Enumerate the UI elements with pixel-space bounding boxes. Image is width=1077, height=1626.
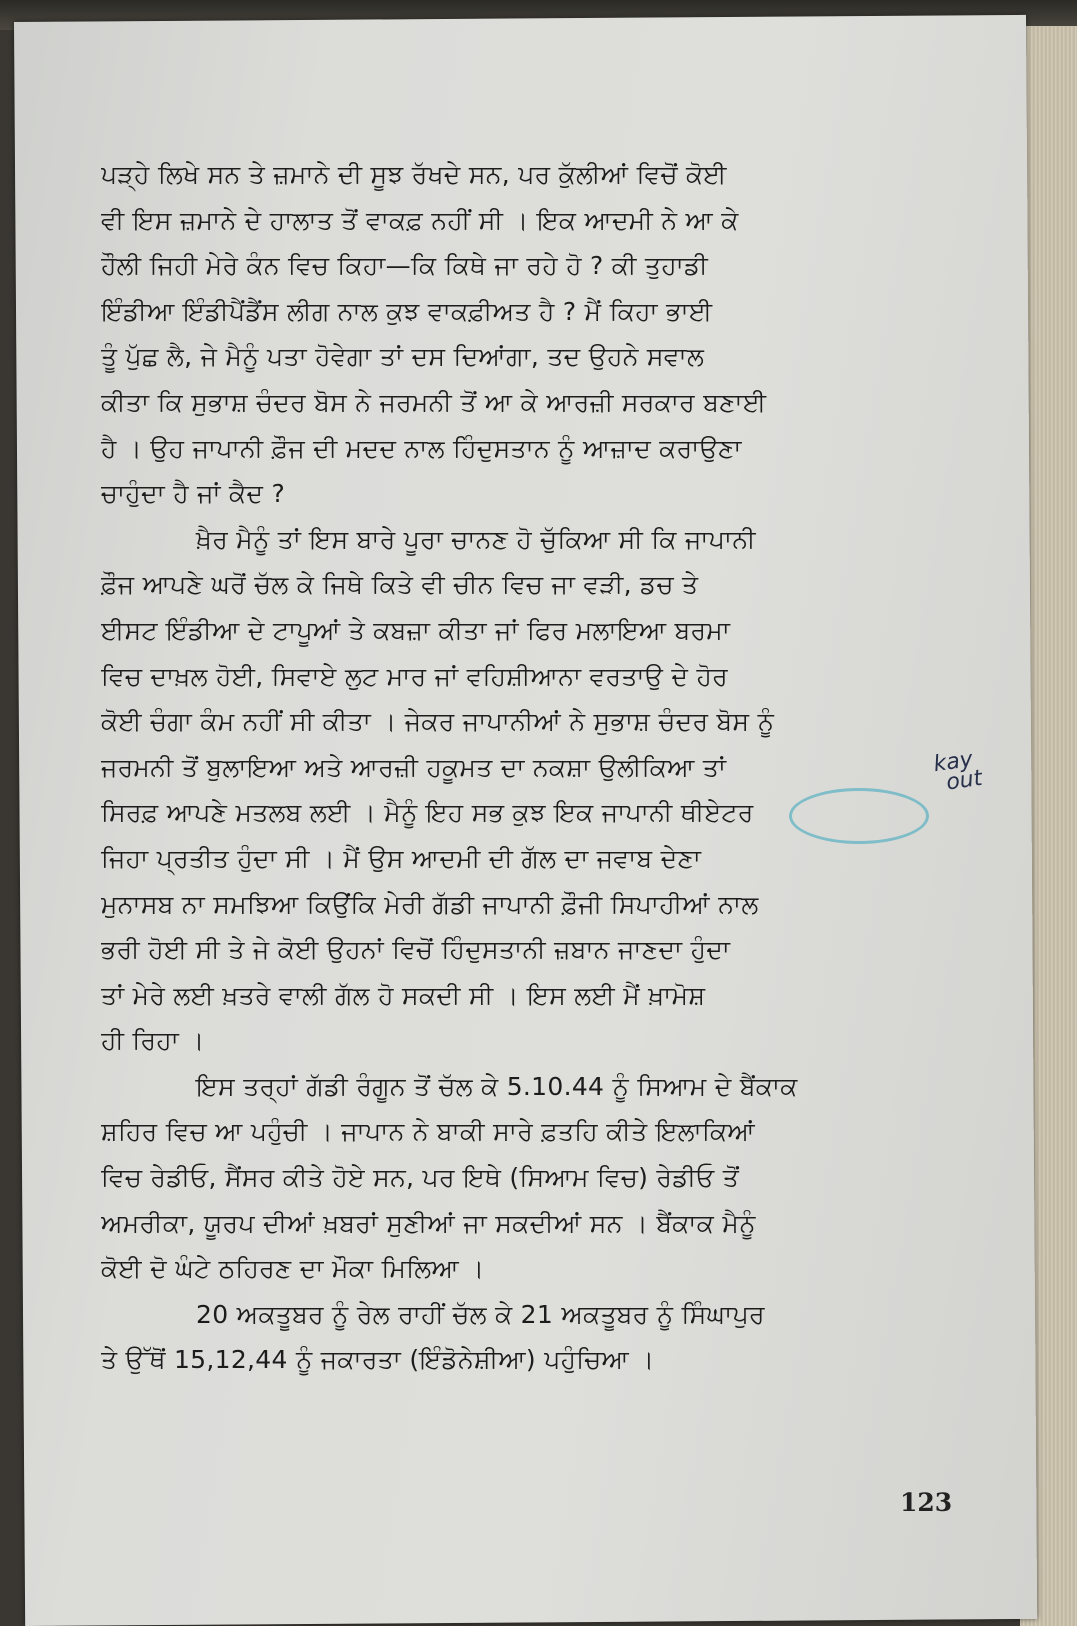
text-line: ਕੋਈ ਚੰਗਾ ਕੰਮ ਨਹੀਂ ਸੀ ਕੀਤਾ । ਜੇਕਰ ਜਾਪਾਨੀਆਂ ਨੇ ਸੁਭਾਸ਼ ਚੰਦਰ ਬੋਸ ਨੂੰ [101, 707, 775, 737]
page-number: 123 [900, 1488, 953, 1517]
handwritten-circle-mark [789, 788, 929, 844]
text-line: ਤੂੰ ਪੁੱਛ ਲੈ, ਜੇ ਮੈਨੂੰ ਪਤਾ ਹੋਵੇਗਾ ਤਾਂ ਦਸ ਦਿਆਂਗਾ, ਤਦ ਉਹਨੇ ਸਵਾਲ [101, 342, 705, 372]
text-line: ਈਸਟ ਇੰਡੀਆ ਦੇ ਟਾਪੂਆਂ ਤੇ ਕਬਜ਼ਾ ਕੀਤਾ ਜਾਂ ਫਿਰ ਮਲਾਇਆ ਬਰਮਾ [101, 615, 731, 645]
annotation-line: out [944, 765, 984, 796]
text-line: ਵਿਚ ਦਾਖ਼ਲ ਹੋਈ, ਸਿਵਾਏ ਲੁਟ ਮਾਰ ਜਾਂ ਵਹਿਸ਼ੀਆਨਾ ਵਰਤਾਉ ਦੇ ਹੋਰ [101, 661, 728, 691]
text-line: ਤੇ ਉੱਥੋਂ 15,12,44 ਨੂੰ ਜਕਾਰਤਾ (ਇੰਡੋਨੇਸ਼ੀਆ) ਪਹੁੰਚਿਆ । [101, 1345, 655, 1375]
text-line: ਹੌਲੀ ਜਿਹੀ ਮੇਰੇ ਕੰਨ ਵਿਚ ਕਿਹਾ—ਕਿ ਕਿਥੇ ਜਾ ਰਹੇ ਹੋ ? ਕੀ ਤੁਹਾਡੀ [101, 251, 709, 281]
text-line: ਤਾਂ ਮੇਰੇ ਲਈ ਖ਼ਤਰੇ ਵਾਲੀ ਗੱਲ ਹੋ ਸਕਦੀ ਸੀ । ਇਸ ਲਈ ਮੈਂ ਖ਼ਾਮੋਸ਼ [101, 980, 706, 1010]
text-line: ਇੰਡੀਆ ਇੰਡੀਪੈਂਡੈਂਸ ਲੀਗ ਨਾਲ ਕੁਝ ਵਾਕਫ਼ੀਅਤ ਹੈ ? ਮੈਂ ਕਿਹਾ ਭਾਈ [101, 296, 713, 326]
text-line: ਭਰੀ ਹੋਈ ਸੀ ਤੇ ਜੇ ਕੋਈ ਉਹਨਾਂ ਵਿਚੋਂ ਹਿੰਦੁਸਤਾਨੀ ਜ਼ਬਾਨ ਜਾਣਦਾ ਹੁੰਦਾ [101, 935, 731, 965]
paragraph-start-line: ਇਸ ਤਰ੍ਹਾਂ ਗੱਡੀ ਰੰਗੂਨ ਤੋਂ ਚੱਲ ਕੇ 5.10.44 ਨੂੰ ਸਿਆਮ ਦੇ ਬੈਂਕਾਕ [196, 1071, 798, 1101]
paragraph-start-line: ਖ਼ੈਰ ਮੈਨੂੰ ਤਾਂ ਇਸ ਬਾਰੇ ਪੂਰਾ ਚਾਨਣ ਹੋ ਚੁੱਕਿਆ ਸੀ ਕਿ ਜਾਪਾਨੀ [196, 524, 756, 554]
text-line: ਜਿਹਾ ਪ੍ਰਤੀਤ ਹੁੰਦਾ ਸੀ । ਮੈਂ ਉਸ ਆਦਮੀ ਦੀ ਗੱਲ ਦਾ ਜਵਾਬ ਦੇਣਾ [101, 843, 702, 873]
text-line: ਮੁਨਾਸਬ ਨਾ ਸਮਝਿਆ ਕਿਉਂਕਿ ਮੇਰੀ ਗੱਡੀ ਜਾਪਾਨੀ ਫ਼ੌਜੀ ਸਿਪਾਹੀਆਂ ਨਾਲ [101, 889, 759, 919]
text-line: ਪੜ੍ਹੇ ਲਿਖੇ ਸਨ ਤੇ ਜ਼ਮਾਨੇ ਦੀ ਸੂਝ ਰੱਖਦੇ ਸਨ, ਪਰ ਕੁੱਲੀਆਂ ਵਿਚੋਂ ਕੋਈ [101, 160, 727, 189]
text-line: ਚਾਹੁੰਦਾ ਹੈ ਜਾਂ ਕੈਦ ? [101, 479, 286, 509]
text-line: ਫ਼ੌਜ ਆਪਣੇ ਘਰੋਂ ਚੱਲ ਕੇ ਜਿਥੇ ਕਿਤੇ ਵੀ ਚੀਨ ਵਿਚ ਜਾ ਵੜੀ, ਡਚ ਤੇ [101, 570, 699, 600]
text-line: ਹੀ ਰਿਹਾ । [101, 1026, 205, 1056]
text-line: ਵਿਚ ਰੇਡੀਓ, ਸੈਂਸਰ ਕੀਤੇ ਹੋਏ ਸਨ, ਪਰ ਇਥੇ (ਸਿਆਮ ਵਿਚ) ਰੇਡੀਓ ਤੋਂ [101, 1163, 740, 1193]
text-line: ਜਰਮਨੀ ਤੋਂ ਬੁਲਾਇਆ ਅਤੇ ਆਰਜ਼ੀ ਹਕੂਮਤ ਦਾ ਨਕਸ਼ਾ ਉਲੀਕਿਆ ਤਾਂ [101, 752, 727, 782]
text-line: ਕੀਤਾ ਕਿ ਸੁਭਾਸ਼ ਚੰਦਰ ਬੋਸ ਨੇ ਜਰਮਨੀ ਤੋਂ ਆ ਕੇ ਆਰਜ਼ੀ ਸਰਕਾਰ ਬਣਾਈ [101, 387, 767, 417]
handwritten-annotation [932, 746, 984, 796]
text-line: ਕੋਈ ਦੋ ਘੰਟੇ ਠਹਿਰਣ ਦਾ ਮੌਕਾ ਮਿਲਿਆ । [101, 1254, 485, 1284]
text-line: ਸ਼ਹਿਰ ਵਿਚ ਆ ਪਹੁੰਚੀ । ਜਾਪਾਨ ਨੇ ਬਾਕੀ ਸਾਰੇ ਫ਼ਤਹਿ ਕੀਤੇ ਇਲਾਕਿਆਂ [101, 1117, 755, 1147]
text-line: ਹੈ । ਉਹ ਜਾਪਾਨੀ ਫ਼ੌਜ ਦੀ ਮਦਦ ਨਾਲ ਹਿੰਦੁਸਤਾਨ ਨੂੰ ਆਜ਼ਾਦ ਕਰਾਉਣਾ [101, 433, 742, 463]
text-line: ਅਮਰੀਕਾ, ਯੂਰਪ ਦੀਆਂ ਖ਼ਬਰਾਂ ਸੁਣੀਆਂ ਜਾ ਸਕਦੀਆਂ ਸਨ । ਬੈਂਕਾਕ ਮੈਨੂੰ [101, 1208, 756, 1238]
page-text [101, 152, 931, 1383]
annotation-line: kay [932, 746, 975, 778]
text-line: ਸਿਰਫ਼ ਆਪਣੇ ਮਤਲਬ ਲਈ । ਮੈਨੂੰ ਇਹ ਸਭ ਕੁਝ ਇਕ ਜਾਪਾਨੀ ਥੀਏਟਰ [101, 798, 754, 828]
paragraph-start-line: 20 ਅਕਤੂਬਰ ਨੂੰ ਰੇਲ ਰਾਹੀਂ ਚੱਲ ਕੇ 21 ਅਕਤੂਬਰ ਨੂੰ ਸਿੰਘਾਪੁਰ [196, 1299, 765, 1329]
text-line: ਵੀ ਇਸ ਜ਼ਮਾਨੇ ਦੇ ਹਾਲਾਤ ਤੋਂ ਵਾਕਫ਼ ਨਹੀਂ ਸੀ । ਇਕ ਆਦਮੀ ਨੇ ਆ ਕੇ [101, 205, 739, 235]
